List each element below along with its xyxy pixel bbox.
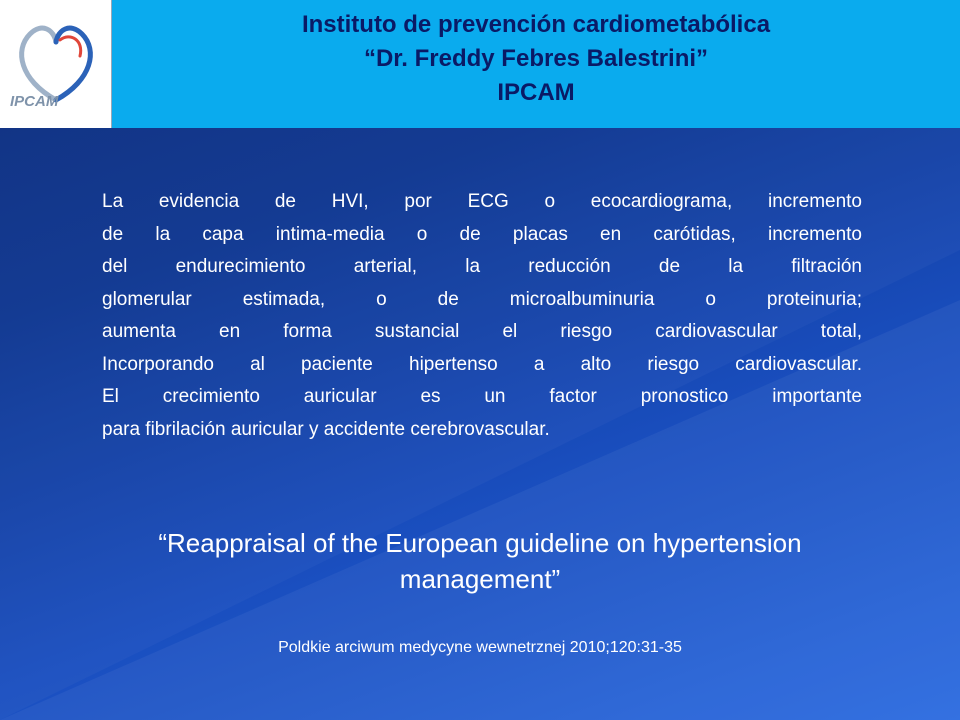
header-line-1: Instituto de prevención cardiometabólica — [301, 11, 771, 38]
header-line-2: “Dr. Freddy Febres Balestrini” — [363, 45, 709, 72]
institute-title — [112, 8, 960, 110]
ipcam-logo — [0, 0, 112, 128]
paragraph-line: La evidencia de HVI, por ECG o ecocardiograma, incremento — [102, 191, 862, 212]
reference-title-line-1: “Reappraisal of the European guideline on hypertension — [158, 528, 802, 558]
heart-logo-icon — [0, 0, 112, 128]
paragraph-line: El crecimiento auricular es un factor pronostico importante — [102, 386, 862, 407]
header-line-3: IPCAM — [497, 79, 575, 106]
paragraph-line: del endurecimiento arterial, la reducción de la filtración — [102, 256, 862, 277]
reference-title-line-2: management” — [399, 564, 561, 594]
reference-title — [0, 525, 960, 597]
paragraph-line: de la capa intima-media o de placas en carótidas, incremento — [102, 223, 862, 245]
paragraph-line: para fibrilación auricular y accidente cerebrovascular. — [102, 418, 550, 440]
evidence-paragraph — [102, 186, 862, 446]
paragraph-line: aumenta en forma sustancial el riesgo cardiovascular total, — [102, 321, 862, 342]
paragraph-line: Incorporando al paciente hipertenso a alto riesgo cardiovascular. — [102, 353, 862, 375]
reference-citation: Poldkie arciwum medycyne wewnetrznej 2010;120:31-35 — [278, 639, 682, 656]
header-banner — [0, 0, 960, 128]
logo-text: IPCAM — [10, 93, 59, 110]
paragraph-line: glomerular estimada, o de microalbuminuria o proteinuria; — [102, 288, 862, 310]
